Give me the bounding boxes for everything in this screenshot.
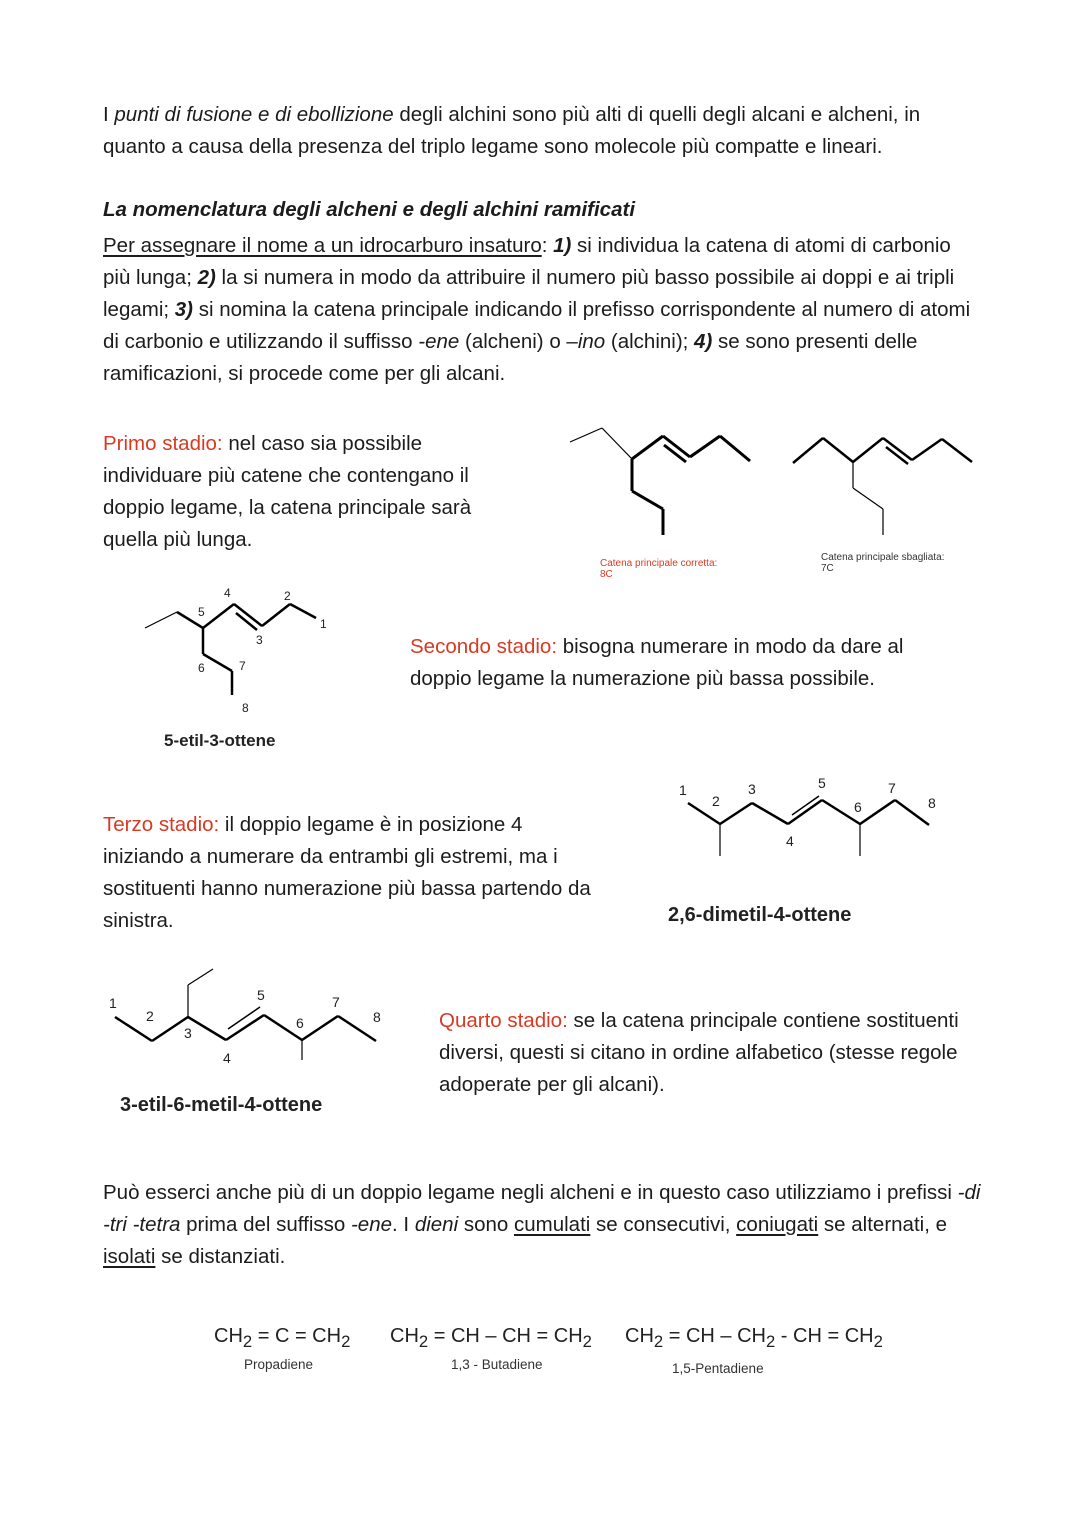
suffix-ene: -ene bbox=[350, 1213, 393, 1236]
rule-text-1: si individua la catena di atomi di carbonio più lunga; bbox=[103, 234, 951, 289]
formula-part: = CH – CH = CH bbox=[428, 1325, 583, 1347]
formula-name-pentadiene: 1,5-Pentadiene bbox=[672, 1361, 764, 1376]
stage2-text bbox=[410, 631, 970, 695]
atom-number: 1 bbox=[320, 617, 327, 631]
rule-number-1: 1) bbox=[553, 234, 572, 257]
atom-number: 3 bbox=[256, 633, 263, 647]
stage1-label: Primo stadio: bbox=[103, 432, 223, 455]
stage3-molecule-name: 2,6-dimetil-4-ottene bbox=[668, 904, 852, 926]
term-cumulati: cumulati bbox=[513, 1213, 591, 1236]
stage3-text bbox=[103, 809, 608, 937]
atom-number: 1 bbox=[679, 782, 687, 798]
stage4-label: Quarto stadio: bbox=[439, 1009, 568, 1032]
stage1-text bbox=[103, 428, 513, 556]
intro-lead: I bbox=[103, 103, 115, 126]
stage4-molecule bbox=[100, 960, 400, 1070]
atom-number: 6 bbox=[198, 661, 205, 675]
stage2-molecule-name: 5-etil-3-ottene bbox=[164, 731, 276, 750]
atom-number: 2 bbox=[146, 1008, 154, 1024]
formula-part: = CH – CH bbox=[663, 1325, 766, 1347]
dienes-text-1: Può esserci anche più di un doppio legame negli alcheni e in questo caso utilizziamo i prefissi bbox=[103, 1181, 958, 1204]
rule-number-3: 3) bbox=[174, 298, 194, 321]
stage2-molecule bbox=[140, 582, 340, 722]
wrong-caption-line1: Catena principale sbagliata: bbox=[821, 552, 945, 563]
dienes-text-3: . I bbox=[392, 1213, 415, 1236]
stage2-label: Secondo stadio: bbox=[410, 635, 558, 658]
prefixes: -di -tri -tetra bbox=[103, 1181, 981, 1236]
formula-part: CH bbox=[390, 1325, 419, 1347]
dienes-text-5: se consecutivi, bbox=[590, 1213, 737, 1236]
stage1-body: nel caso sia possibile individuare più catene che contengano il doppio legame, la catena principale sarà quella più lunga. bbox=[103, 432, 472, 551]
formula-name-propadiene: Propadiene bbox=[244, 1357, 314, 1372]
atom-number: 4 bbox=[224, 586, 231, 600]
atom-number: 8 bbox=[242, 701, 249, 715]
formula-butadiene bbox=[390, 1325, 592, 1352]
suffix-ene: -ene bbox=[418, 330, 460, 353]
term-dieni: dieni bbox=[414, 1213, 459, 1236]
formula-subscript: 2 bbox=[341, 1332, 351, 1351]
formula-name-butadiene: 1,3 - Butadiene bbox=[451, 1357, 543, 1372]
stage4-body: se la catena principale contiene sostituenti diversi, questi si citano in ordine alfabetico (stesse regole adoperate per gli alcani). bbox=[439, 1009, 959, 1096]
atom-number: 3 bbox=[748, 781, 756, 797]
wrong-chain-structure bbox=[793, 438, 972, 535]
formula-subscript: 2 bbox=[418, 1332, 429, 1351]
section-heading: La nomenclatura degli alcheni e degli alchini ramificati bbox=[103, 198, 636, 221]
term-coniugati: coniugati bbox=[736, 1213, 819, 1236]
intro-italic: punti di fusione e di ebollizione bbox=[114, 103, 394, 126]
formula-part: - CH = CH bbox=[775, 1325, 874, 1347]
term-isolati: isolati bbox=[103, 1245, 156, 1268]
correct-chain-structure bbox=[570, 428, 750, 535]
atom-number: 1 bbox=[109, 995, 117, 1011]
stage4-molecule-name: 3-etil-6-metil-4-ottene bbox=[120, 1094, 323, 1116]
formula-subscript: 2 bbox=[653, 1332, 664, 1351]
rule-text-2: la si numera in modo da attribuire il numero più basso possibile ai doppi e ai tripli legami; bbox=[103, 266, 955, 321]
formula-part: CH bbox=[625, 1325, 654, 1347]
atom-number: 7 bbox=[332, 994, 340, 1010]
atom-number: 6 bbox=[854, 799, 862, 815]
suffix-ino: –ino bbox=[566, 330, 606, 353]
dienes-text-6: se alternati, e bbox=[818, 1213, 947, 1236]
stage3-body: il doppio legame è in posizione 4 iniziando a numerare da entrambi gli estremi, ma i sostituenti hanno numerazione più bassa partendo da sinistra. bbox=[103, 813, 591, 932]
atom-number: 7 bbox=[239, 659, 246, 673]
atom-number: 4 bbox=[786, 833, 794, 849]
intro-paragraph bbox=[103, 99, 983, 163]
dienes-text-2: prima del suffisso bbox=[180, 1213, 351, 1236]
atom-number: 8 bbox=[373, 1009, 381, 1025]
atom-number: 7 bbox=[888, 780, 896, 796]
formula-part: = C = CH bbox=[252, 1325, 342, 1347]
rules-paragraph bbox=[103, 230, 983, 390]
formula-subscript: 2 bbox=[582, 1332, 592, 1351]
formula-subscript: 2 bbox=[765, 1332, 776, 1351]
atom-number: 3 bbox=[184, 1025, 192, 1041]
atom-number: 6 bbox=[296, 1015, 304, 1031]
formula-subscript: 2 bbox=[873, 1332, 883, 1351]
formula-part: CH bbox=[214, 1325, 243, 1347]
stage2-body: bisogna numerare in modo da dare al doppio legame la numerazione più bassa possibile. bbox=[410, 635, 904, 690]
wrong-caption-line2: 7C bbox=[821, 563, 834, 574]
atom-number: 4 bbox=[223, 1050, 231, 1066]
stage3-label: Terzo stadio: bbox=[103, 813, 220, 836]
formula-pentadiene bbox=[625, 1325, 883, 1352]
correct-caption-line2: 8C bbox=[600, 569, 613, 580]
correct-caption-line1: Catena principale corretta: bbox=[600, 558, 718, 569]
rule-number-2: 2) bbox=[197, 266, 216, 289]
intro-rest: degli alchini sono più alti di quelli degli alcani e alcheni, in quanto a causa della presenza del triplo legame sono molecole più compatte e lineari. bbox=[103, 103, 921, 158]
stage4-text bbox=[439, 1005, 979, 1101]
rule-text-4: se sono presenti delle ramificazioni, si procede come per gli alcani. bbox=[103, 330, 918, 385]
atom-number: 5 bbox=[818, 775, 826, 791]
atom-number: 2 bbox=[284, 589, 291, 603]
dienes-text-4: sono bbox=[458, 1213, 514, 1236]
formula-propadiene bbox=[214, 1325, 350, 1352]
atom-number: 5 bbox=[257, 987, 265, 1003]
rule-text-3b: (alcheni) o bbox=[459, 330, 567, 353]
atom-number: 5 bbox=[198, 605, 205, 619]
formula-subscript: 2 bbox=[242, 1332, 253, 1351]
stage3-molecule bbox=[670, 770, 950, 870]
rule-text-3c: (alchini); bbox=[605, 330, 695, 353]
atom-number: 2 bbox=[712, 793, 720, 809]
dienes-paragraph bbox=[103, 1177, 983, 1273]
rule-intro: Per assegnare il nome a un idrocarburo insaturo bbox=[103, 234, 542, 257]
correct-chain-caption bbox=[600, 558, 717, 580]
rule-colon: : bbox=[541, 234, 554, 257]
rule-text-3: si nomina la catena principale indicando il prefisso corrispondente al numero di atomi di carbonio e utilizzando il suffisso bbox=[103, 298, 971, 353]
rule-number-4: 4) bbox=[694, 330, 713, 353]
dienes-text-7: se distanziati. bbox=[155, 1245, 286, 1268]
atom-number: 8 bbox=[928, 795, 936, 811]
wrong-chain-caption bbox=[821, 552, 944, 574]
